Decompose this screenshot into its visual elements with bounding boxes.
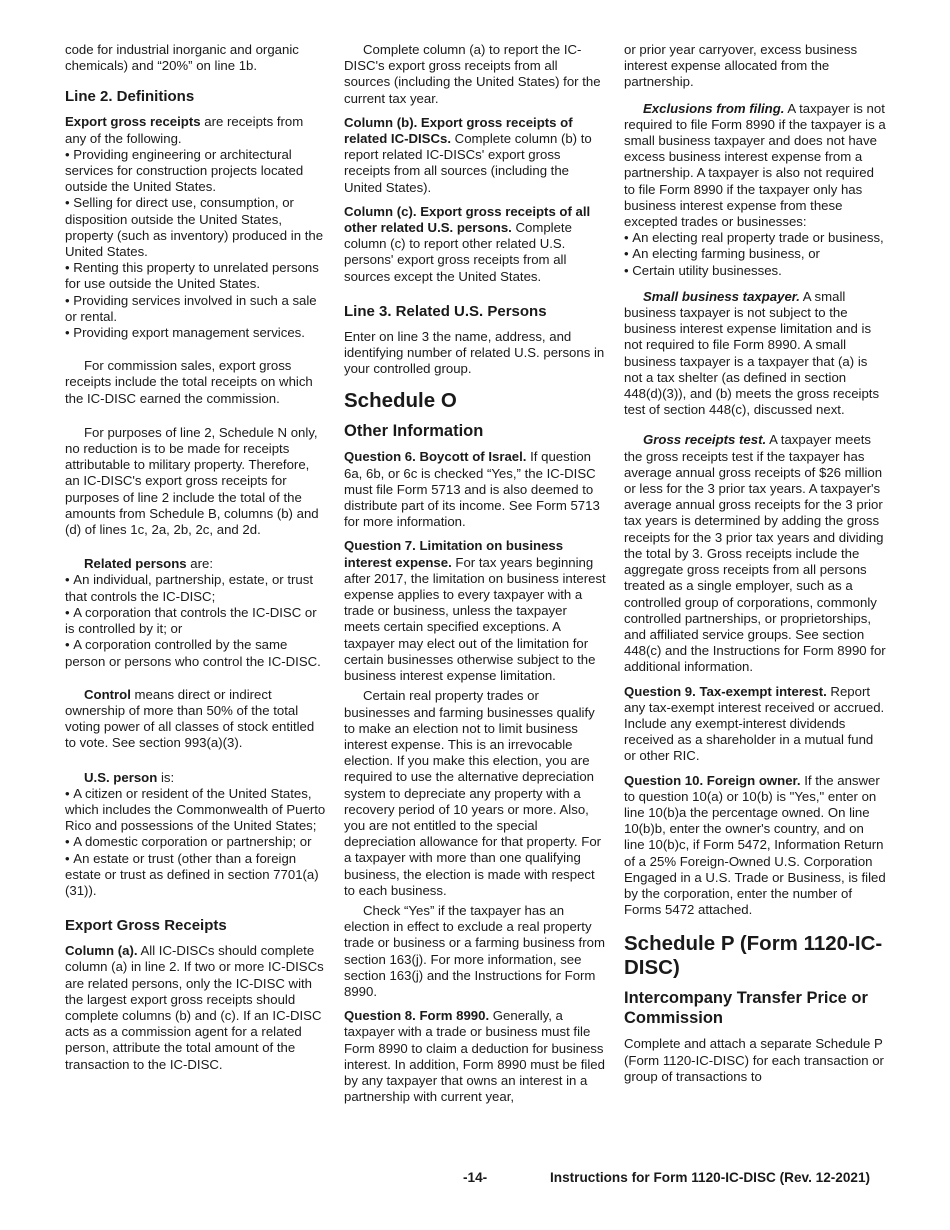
paragraph: Question 7. Limitation on business interest expense. For tax years beginning after 2017, the limitation on business interest expense applies to every taxpayer with a trade or business, unless the taxpayer meets certain specified exceptions. A taxpayer may elect out of the limitation for certain businesses otherwise subject to the business interest expense limitation. [344, 538, 606, 684]
heading-line3: Line 3. Related U.S. Persons [344, 302, 547, 320]
paragraph: or prior year carryover, excess business interest expense allocated from the partnership. [624, 42, 858, 90]
paragraph: Column (b). Export gross receipts of related IC-DISCs. Complete column (b) to report related IC-DISCs' export gross receipts from all sources (including the United States). [344, 114, 592, 195]
list-item: • Providing engineering or architectural services for construction projects located outside the United States. [65, 147, 327, 196]
paragraph: Question 9. Tax-exempt interest. Report any tax-exempt interest received or accrued. Include any exempt-interest dividends received as a shareholder in a mutual fund or other RIC. [624, 683, 885, 764]
list-item: • An electing farming business, or [624, 246, 886, 262]
paragraph: code for industrial inorganic and organic chemicals) and “20%” on line 1b. [65, 42, 299, 74]
paragraph: Export gross receipts are receipts from any of the following. [65, 114, 304, 146]
column-1 [65, 42, 327, 1081]
list-item: • Renting this property to unrelated persons for use outside the United States. [65, 260, 327, 292]
list-item: • An estate or trust (other than a foreign estate or trust as defined in section 7701(a)(31)). [65, 851, 327, 900]
paragraph: Related persons are: [84, 556, 213, 572]
list-item: • An individual, partnership, estate, or trust that controls the IC-DISC; [65, 572, 327, 604]
list-item: • Providing export management services. [65, 325, 327, 341]
paragraph: Complete and attach a separate Schedule P (Form 1120-IC-DISC) for each transaction or group of transactions to [624, 1036, 884, 1084]
column-2 [344, 42, 606, 1113]
bullet-list [624, 230, 886, 279]
paragraph: Exclusions from filing. A taxpayer is not required to file Form 8990 if the taxpayer is a small business taxpayer and does not have excess business interest expense from a partnership. A taxpayer is also not required to file Form 8990 if the taxpayer only has business interest expense from these excepted trades or businesses: [624, 100, 886, 230]
heading-intercompany-transfer: Intercompany Transfer Price or Commission [624, 989, 868, 1028]
list-item: • A citizen or resident of the United States, which includes the Commonwealth of Puerto Rico and possessions of the United States; [65, 786, 327, 835]
paragraph: For commission sales, export gross receipts include the total receipts on which the IC-DISC earned the commission. [65, 358, 313, 406]
paragraph: Check “Yes” if the taxpayer has an election in effect to exclude a real property trade or business or a farming business from section 163(j). For more information, see section 163(j) and the Instructions for Form 8990. [344, 902, 605, 999]
paragraph: Column (a). All IC-DISCs should complete column (a) in line 2. If two or more IC-DISCs are related persons, only the IC-DISC with the largest export gross receipts should complete columns (b) and (c). If an IC-DISC acts as a commission agent for a related person, attribute the total amount of the transaction to the IC-DISC. [65, 943, 324, 1072]
paragraph: Gross receipts test. A taxpayer meets the gross receipts test if the taxpayer has average annual gross receipts of $26 million or less for the 3 prior tax years. A taxpayer's average annual gross receipts for the 3 prior tax years is determined by adding the gross receipts for the 3 prior tax years and dividing the total by 3. Gross receipts include the aggregate gross receipts from all persons treated as a single employer, such as a controlled group of corporations, commonly controlled partnerships, or proprietorships, and affiliated service groups. See section 448(c) and the Instructions for Form 8990 for additional information. [624, 432, 886, 675]
footer-title: Instructions for Form 1120-IC-DISC (Rev. 12-2021) [550, 1170, 871, 1185]
column-3 [624, 42, 886, 1093]
paragraph: Question 10. Foreign owner. If the answer to question 10(a) or 10(b) is "Yes," enter on line 10(b)a the percentage owned. On line 10(b)b, enter the owner's country, and on line 10(b)c, if Form 5472, Information Return of a 25% Foreign-Owned U.S. Corporation Engaged in a U.S. Trade or Business, is filed by the corporation, enter the number of Forms 5472 attached. [624, 772, 886, 918]
list-item: • A corporation that controls the IC-DISC or is controlled by it; or [65, 605, 327, 637]
paragraph: Question 6. Boycott of Israel. If question 6a, 6b, or 6c is checked “Yes,” the IC-DISC must file Form 5713 and is also deemed to distribute part of its income. See Form 5713 for more information. [344, 449, 600, 530]
heading-line2-definitions: Line 2. Definitions [65, 88, 195, 106]
list-item: • Certain utility businesses. [624, 263, 886, 279]
paragraph: For purposes of line 2, Schedule N only, no reduction is to be made for receipts attributable to military property. Therefore, an IC-DISC's export gross receipts for purposes of line 2 include the total of the amounts from Schedule B, columns (b) and (d) of lines 1c, 2a, 2b, 2c, and 2d. [65, 424, 319, 538]
paragraph: Question 8. Form 8990. Generally, a taxpayer with a trade or business must file Form 8990 to claim a deduction for business interest. In addition, Form 8990 must be filed by any taxpayer that owns an interest in a partnership with current year, [344, 1008, 605, 1105]
heading-schedule-p: Schedule P (Form 1120-IC-DISC) [624, 932, 883, 980]
paragraph: U.S. person is: [84, 769, 175, 785]
page-number: -14- [463, 1170, 488, 1185]
list-item: • An electing real property trade or business, [624, 230, 886, 246]
list-item: • A domestic corporation or partnership; or [65, 834, 327, 850]
bullet-list [65, 147, 327, 341]
paragraph: Complete column (a) to report the IC-DISC's export gross receipts from all sources (including the United States) for the current tax year. [344, 42, 601, 106]
bullet-list [65, 786, 327, 899]
list-item: • A corporation controlled by the same person or persons who control the IC-DISC. [65, 637, 327, 669]
list-item: • Selling for direct use, consumption, or disposition outside the United States, property (such as inventory) produced in the United States. [65, 195, 327, 260]
paragraph: Certain real property trades or businesses and farming businesses qualify to make an election not to limit business interest expense. This is an irrevocable election. If you make this election, you are required to use the alternative depreciation system to depreciate any property with a recovery period of 10 years or more. Also, you are not entitled to the special depreciation allowance for that property. For a taxpayer with more than one qualifying business, the election is made with respect to each business. [344, 688, 602, 898]
paragraph: Small business taxpayer. A small business taxpayer is not subject to the business interest expense limitation and is not required to file Form 8990. A small business taxpayer is a taxpayer that (a) is not a tax shelter (as defined in section 448(d)(3)), and (b) meets the gross receipts test of section 448(c), discussed next. [624, 288, 880, 418]
paragraph: Column (c). Export gross receipts of all other related U.S. persons. Complete column (c) to report other related U.S. persons' export gross receipts from all sources except the United States. [344, 203, 591, 284]
bullet-list [65, 572, 327, 669]
paragraph: Enter on line 3 the name, address, and identifying number of related U.S. persons in your controlled group. [344, 328, 605, 377]
heading-schedule-o: Schedule O [344, 389, 457, 413]
list-item: • Providing services involved in such a sale or rental. [65, 293, 327, 325]
paragraph: Control means direct or indirect ownership of more than 50% of the total voting power of all classes of stock entitled to vote. See section 993(a)(3). [65, 686, 315, 751]
heading-other-information: Other Information [344, 422, 484, 441]
heading-export-gross-receipts: Export Gross Receipts [65, 917, 227, 935]
